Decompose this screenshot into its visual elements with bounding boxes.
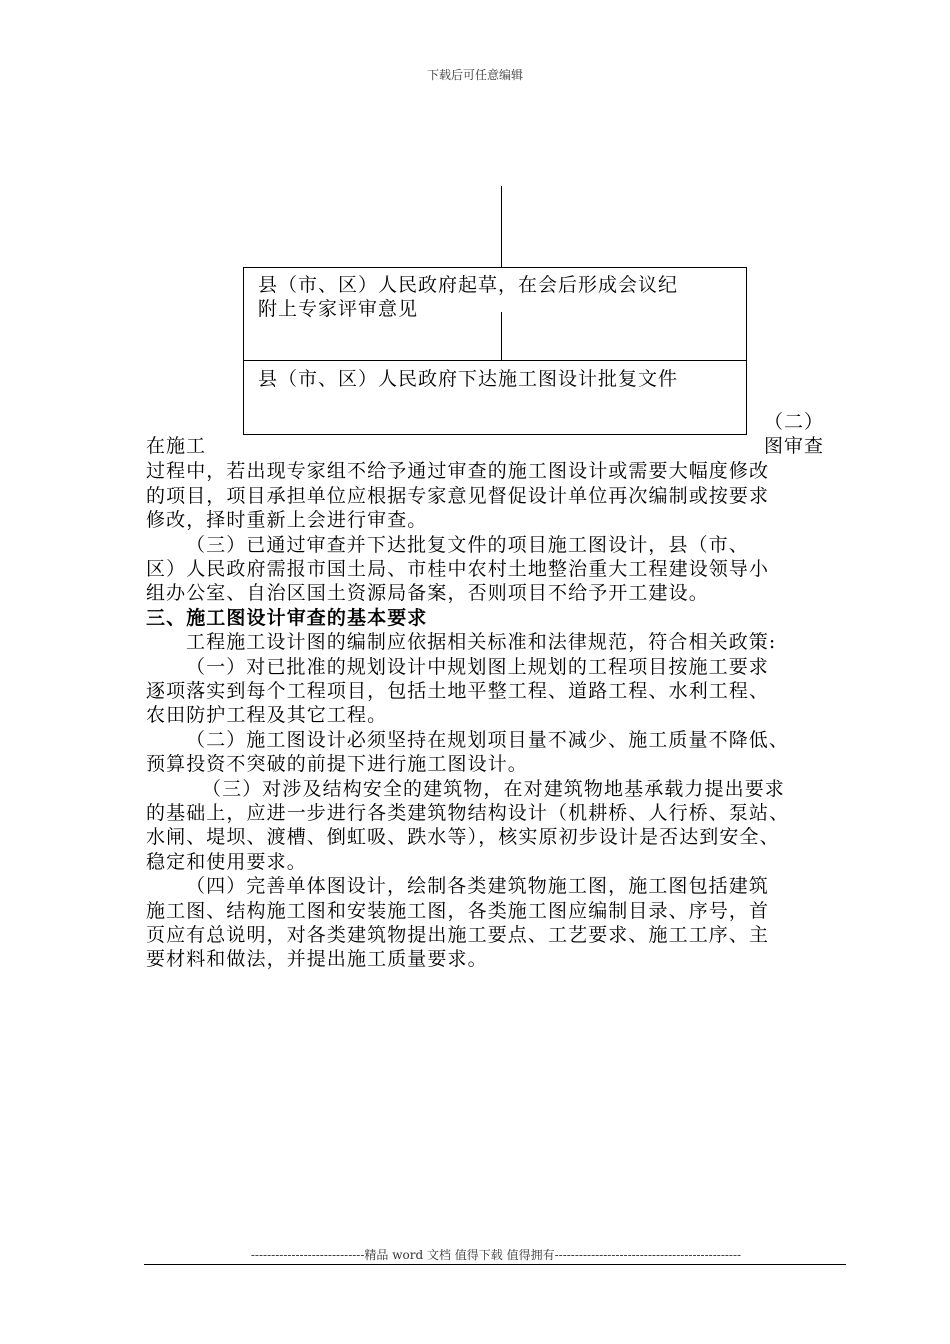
- flow-connector-mid: [501, 312, 502, 361]
- body-line: 要材料和做法，并提出施工质量要求。: [146, 948, 488, 970]
- header-note: 下载后可任意编辑: [426, 68, 523, 82]
- body-line: 的基础上，应进一步进行各类建筑物结构设计（机耕桥、人行桥、泵站、: [146, 802, 790, 824]
- body-line: 农田防护工程及其它工程。: [146, 704, 388, 726]
- body-line: 区）人民政府需报市国土局、市桂中农村土地整治重大工程建设领导小: [146, 558, 770, 580]
- body-line: 工程施工设计图的编制应依据相关标准和法律规范，符合相关政策:: [186, 631, 777, 653]
- section-heading: 三、施工图设计审查的基本要求: [146, 607, 428, 629]
- body-line: 组办公室、自治区国土资源局备案，否则项目不给予开工建设。: [146, 582, 709, 604]
- wrap-label-left: 在施工: [146, 435, 207, 457]
- flow-box-approval-line1: 县（市、区）人民政府下达施工图设计批复文件: [258, 368, 679, 390]
- body-line: 修改，择时重新上会进行审查。: [146, 509, 428, 531]
- body-line: （二）施工图设计必须坚持在规划项目量不减少、施工质量不降低、: [186, 729, 790, 751]
- body-line: 水闸、堤坝、渡槽、倒虹吸、跌水等），核实原初步设计是否达到安全、: [146, 826, 780, 848]
- body-line: （一）对已批准的规划设计中规划图上规划的工程项目按施工要求: [186, 656, 769, 678]
- flow-connector-top: [501, 186, 502, 268]
- body-line: （三）对涉及结构安全的建筑物，在对建筑物地基承载力提出要求: [202, 778, 785, 800]
- footer-note: ----------------------------精品 word 文档 值得下载 值得拥有----------------------------------------------: [250, 1248, 742, 1262]
- wrap-label-right: （二）: [764, 411, 825, 433]
- body-line: 预算投资不突破的前提下进行施工图设计。: [146, 753, 528, 775]
- footer-divider: [144, 1264, 846, 1265]
- flow-box-draft-line1: 县（市、区）人民政府起草，在会后形成会议纪: [258, 274, 679, 296]
- body-line: （四）完善单体图设计，绘制各类建筑物施工图，施工图包括建筑: [186, 875, 769, 897]
- body-line: （三）已通过审查并下达批复文件的项目施工图设计，县（市、: [186, 534, 749, 556]
- body-line: 过程中，若出现专家组不给予通过审查的施工图设计或需要大幅度修改: [146, 460, 770, 482]
- body-line: 的项目，项目承担单位应根据专家意见督促设计单位再次编制或按要求: [146, 485, 770, 507]
- body-line: 施工图、结构施工图和安装施工图，各类施工图应编制目录、序号，首: [146, 900, 770, 922]
- flow-box-draft-line2: 附上专家评审意见: [258, 298, 419, 320]
- body-line: 页应有总说明，对各类建筑物提出施工要点、工艺要求、施工工序、主: [146, 924, 770, 946]
- body-line: 逐项落实到每个工程项目，包括土地平整工程、道路工程、水利工程、: [146, 680, 770, 702]
- body-line: 稳定和使用要求。: [146, 851, 307, 873]
- wrap-label-right2: 图审查: [764, 435, 825, 457]
